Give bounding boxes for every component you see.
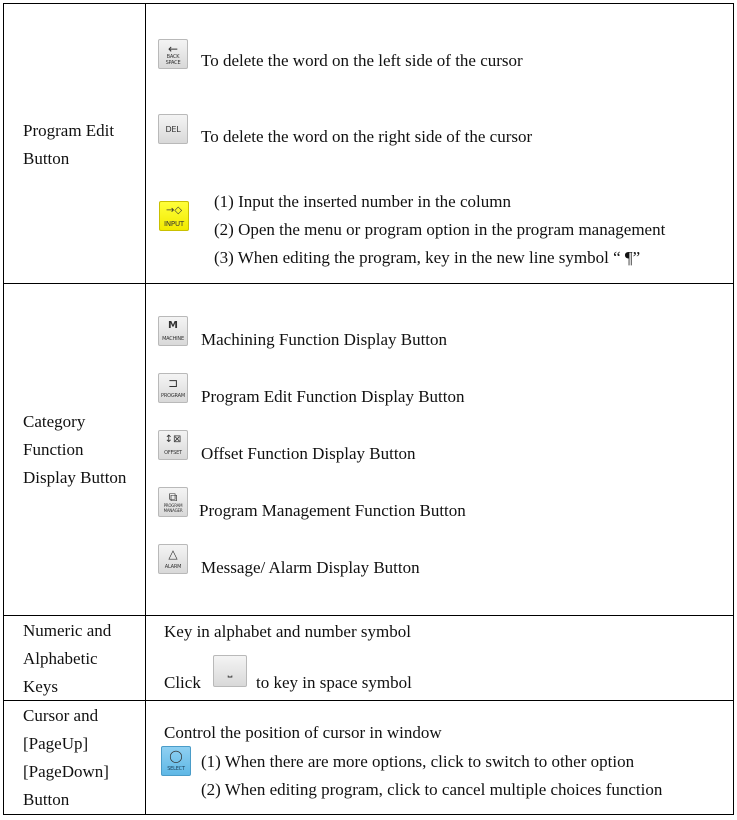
program-key-icon[interactable]: ⊐ PROGRAM — [158, 373, 188, 403]
input-description-3: (3) When editing the program, key in the new line symbol “ ¶” — [214, 248, 641, 267]
cursor-description: Control the position of cursor in window — [164, 723, 442, 742]
row-label: Numeric and Alphabetic Keys — [23, 621, 112, 696]
select-key-icon[interactable]: ◯ SELECT — [161, 746, 191, 776]
label-cell — [4, 284, 146, 615]
space-key-icon[interactable]: ⎵ — [213, 655, 247, 687]
row-label: Cursor and [PageUp] [PageDown] Button — [23, 706, 109, 809]
row-label: Category Function Display Button — [23, 412, 127, 487]
program-manager-key-icon[interactable]: ⧉ PROGRAM MANAGER — [158, 487, 188, 517]
machine-key-icon[interactable]: M MACHINE — [158, 316, 188, 346]
space-description: to key in space symbol — [256, 673, 412, 692]
del-key-icon[interactable]: DEL — [158, 114, 188, 144]
label-cell — [4, 616, 146, 700]
row-numeric-alphabetic — [4, 616, 733, 701]
row-label: Program Edit Button — [23, 121, 115, 168]
offset-key-icon[interactable]: ↕⊠ OFFSET — [158, 430, 188, 460]
row-category-function — [4, 284, 733, 616]
program-manager-description: Program Management Function Button — [199, 501, 466, 520]
input-description-2: (2) Open the menu or program option in the program management — [214, 220, 666, 239]
alarm-description: Message/ Alarm Display Button — [201, 558, 420, 577]
row-cursor-page — [4, 701, 733, 814]
label-cell — [4, 4, 146, 283]
alarm-key-icon[interactable]: △ ALARM — [158, 544, 188, 574]
machine-description: Machining Function Display Button — [201, 330, 448, 349]
select-description-1: (1) When there are more options, click to switch to other option — [201, 752, 635, 771]
row-program-edit — [4, 4, 733, 284]
backspace-key-icon[interactable]: ← BACK SPACE — [158, 39, 188, 69]
label-cell — [4, 701, 146, 814]
input-key-icon[interactable]: →◇ INPUT — [159, 201, 189, 231]
offset-description: Offset Function Display Button — [201, 444, 416, 463]
alphabet-number-description: Key in alphabet and number symbol — [164, 622, 411, 641]
click-label: Click — [164, 673, 201, 692]
select-description-2: (2) When editing program, click to cancel multiple choices function — [201, 780, 663, 799]
input-description-1: (1) Input the inserted number in the column — [214, 192, 511, 211]
backspace-description: To delete the word on the left side of the cursor — [201, 51, 523, 70]
program-description: Program Edit Function Display Button — [201, 387, 465, 406]
del-description: To delete the word on the right side of the cursor — [201, 127, 533, 146]
function-table — [3, 3, 734, 815]
